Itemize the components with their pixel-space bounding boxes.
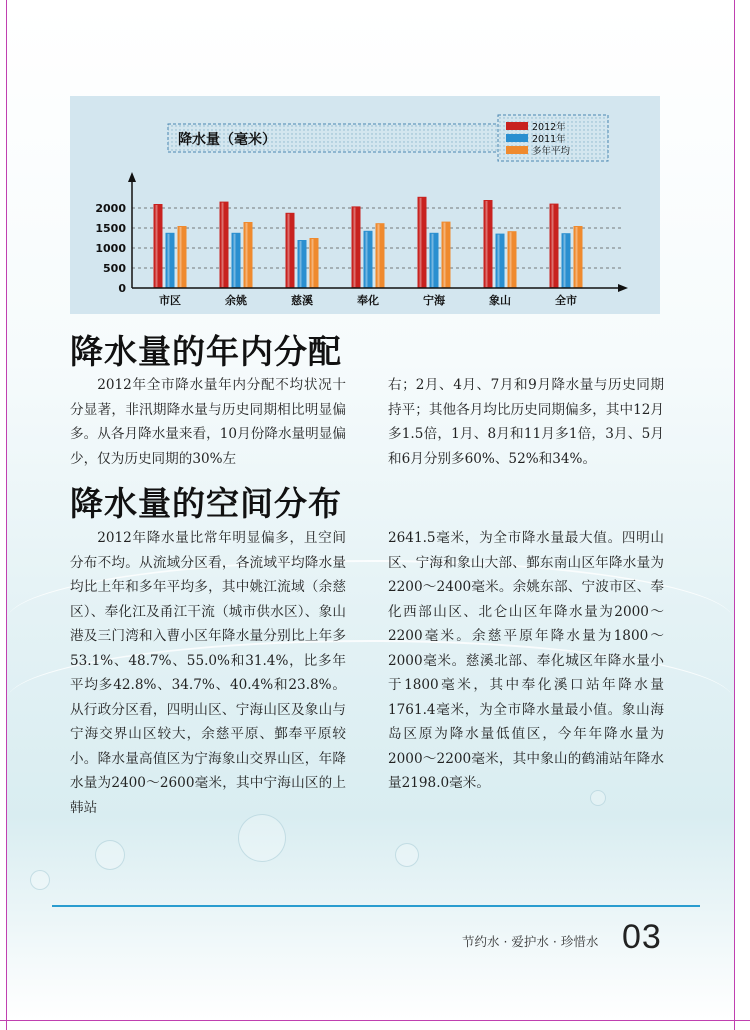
crop-mark	[6, 0, 7, 1030]
y-axis-ticks	[95, 202, 126, 295]
legend-swatch	[506, 122, 528, 130]
section-2-right-column	[388, 526, 664, 796]
section-1-right-column	[388, 373, 664, 471]
bar-average	[178, 226, 187, 288]
bar-highlight	[234, 234, 236, 287]
water-drop-decoration	[30, 870, 50, 890]
section-2-left-column	[70, 526, 346, 820]
x-tick-label: 慈溪	[291, 294, 313, 307]
bar-highlight	[312, 239, 314, 287]
bar-highlight	[444, 223, 446, 287]
bar-highlight	[378, 224, 380, 287]
x-tick-label: 市区	[159, 294, 181, 307]
bar-highlight	[564, 234, 566, 287]
chart-title: 降水量（毫米）	[178, 132, 276, 148]
water-drop-decoration	[95, 840, 125, 870]
y-tick-label: 1000	[95, 242, 126, 255]
y-tick-label: 1500	[95, 222, 126, 235]
x-tick-label: 余姚	[225, 294, 247, 307]
section-heading-spatial-distribution: 降水量的空间分布	[70, 484, 342, 523]
y-tick-label: 0	[118, 282, 126, 295]
x-tick-label: 宁海	[423, 294, 445, 307]
bar-highlight	[498, 235, 500, 287]
bar-highlight	[168, 234, 170, 287]
bar-2012	[418, 197, 427, 288]
bar-2011	[166, 233, 175, 288]
bar-highlight	[432, 234, 434, 287]
rainfall-bar-chart	[70, 96, 660, 314]
bar-2011	[364, 231, 373, 288]
bar-highlight	[300, 241, 302, 287]
section-2-paragraph-continued: 2641.5毫米，为全市降水量最大值。四明山区、宁海和象山大部、鄞东南山区年降水量为2200～2400毫米。余姚东部、宁波市区、奉化西部山区、北仑山区年降水量为2000～2200毫米。余慈平原年降水量为1800～2000毫米。慈溪北部、奉化城区年降水量小于1800毫米，其中奉化溪口站年降水量1761.4毫米，为全市降水量最小值。象山海岛区原为降水量低值区，今年年降水量为2000～2200毫米，其中象山的鹤浦站年降水量2198.0毫米。	[388, 530, 664, 791]
bar-2012	[484, 200, 493, 288]
bar-highlight	[288, 214, 290, 287]
bar-2012	[154, 204, 163, 288]
bar-highlight	[510, 232, 512, 287]
bar-highlight	[354, 207, 356, 287]
bar-highlight	[552, 205, 554, 287]
x-tick-label: 奉化	[357, 294, 379, 307]
bar-average	[508, 231, 517, 288]
bar-highlight	[486, 201, 488, 287]
bar-highlight	[246, 223, 248, 287]
bar-2011	[430, 233, 439, 288]
bar-2011	[562, 233, 571, 288]
x-tick-label: 全市	[555, 294, 577, 307]
rainfall-chart	[70, 96, 660, 314]
legend-label: 2011年	[532, 134, 566, 145]
bar-average	[376, 223, 385, 288]
section-1-paragraph-start: 2012年全市降水量年内分配不均状况十分显著，非汛期降水量与历史同期相比明显偏多。从各月降水量来看，10月份降水量明显偏少，仅为历史同期的30%左	[70, 377, 346, 467]
bar-average	[310, 238, 319, 288]
bar-highlight	[222, 203, 224, 287]
legend-swatch	[506, 134, 528, 142]
bar-2012	[352, 206, 361, 288]
legend-label: 2012年	[532, 122, 566, 133]
x-axis-ticks	[159, 293, 577, 307]
crop-mark	[734, 0, 735, 1030]
page-number: 03	[622, 918, 662, 956]
section-1-left-column	[70, 373, 346, 471]
bar-average	[574, 226, 583, 288]
bar-highlight	[180, 227, 182, 287]
chart-bars	[154, 197, 583, 288]
footer-divider	[52, 905, 700, 907]
bar-2012	[220, 202, 229, 288]
y-axis-arrow	[128, 172, 136, 182]
bar-2011	[298, 240, 307, 288]
bar-highlight	[366, 232, 368, 287]
footer-slogan: 节约水 · 爱护水 · 珍惜水	[462, 934, 599, 949]
bar-2012	[286, 213, 295, 288]
chart-legend	[506, 121, 571, 157]
bar-highlight	[420, 198, 422, 287]
water-drop-decoration	[238, 814, 286, 862]
bar-highlight	[576, 227, 578, 287]
bar-average	[442, 222, 451, 288]
bar-average	[244, 222, 253, 288]
legend-label: 多年平均	[532, 146, 571, 157]
bar-2011	[232, 233, 241, 288]
water-drop-decoration	[395, 843, 419, 867]
section-1-paragraph-continued: 右；2月、4月、7月和9月降水量与历史同期持平；其他各月均比历史同期偏多，其中12月多1.5倍，1月、8月和11月多1倍，3月、5月和6月分别多60%、52%和34%。	[388, 377, 664, 467]
crop-mark	[0, 1020, 750, 1021]
section-2-paragraph-start: 2012年降水量比常年明显偏多，且空间分布不均。从流域分区看，各流域平均降水量均比上年和多年平均多，其中姚江流域（余慈区）、奉化江及甬江干流（城市供水区）、象山港及三门湾和入曹小区年降水量分别比上年多53.1%、48.7%、55.0%和31.4%，比多年平均多42.8%、34.7%、40.4%和23.8%。从行政分区看，四明山区、宁海山区及象山与宁海交界山区较大，余慈平原、鄞奉平原较小。降水量高值区为宁海象山交界山区，年降水量为2400～2600毫米，其中宁海山区的上韩站	[70, 530, 346, 816]
x-tick-label: 象山	[489, 294, 511, 307]
bar-2011	[496, 234, 505, 288]
legend-swatch	[506, 146, 528, 154]
bar-highlight	[156, 205, 158, 287]
y-tick-label: 2000	[95, 202, 126, 215]
y-tick-label: 500	[103, 262, 126, 275]
section-heading-monthly-distribution: 降水量的年内分配	[70, 332, 342, 371]
bar-2012	[550, 204, 559, 288]
x-axis-arrow	[618, 284, 628, 292]
